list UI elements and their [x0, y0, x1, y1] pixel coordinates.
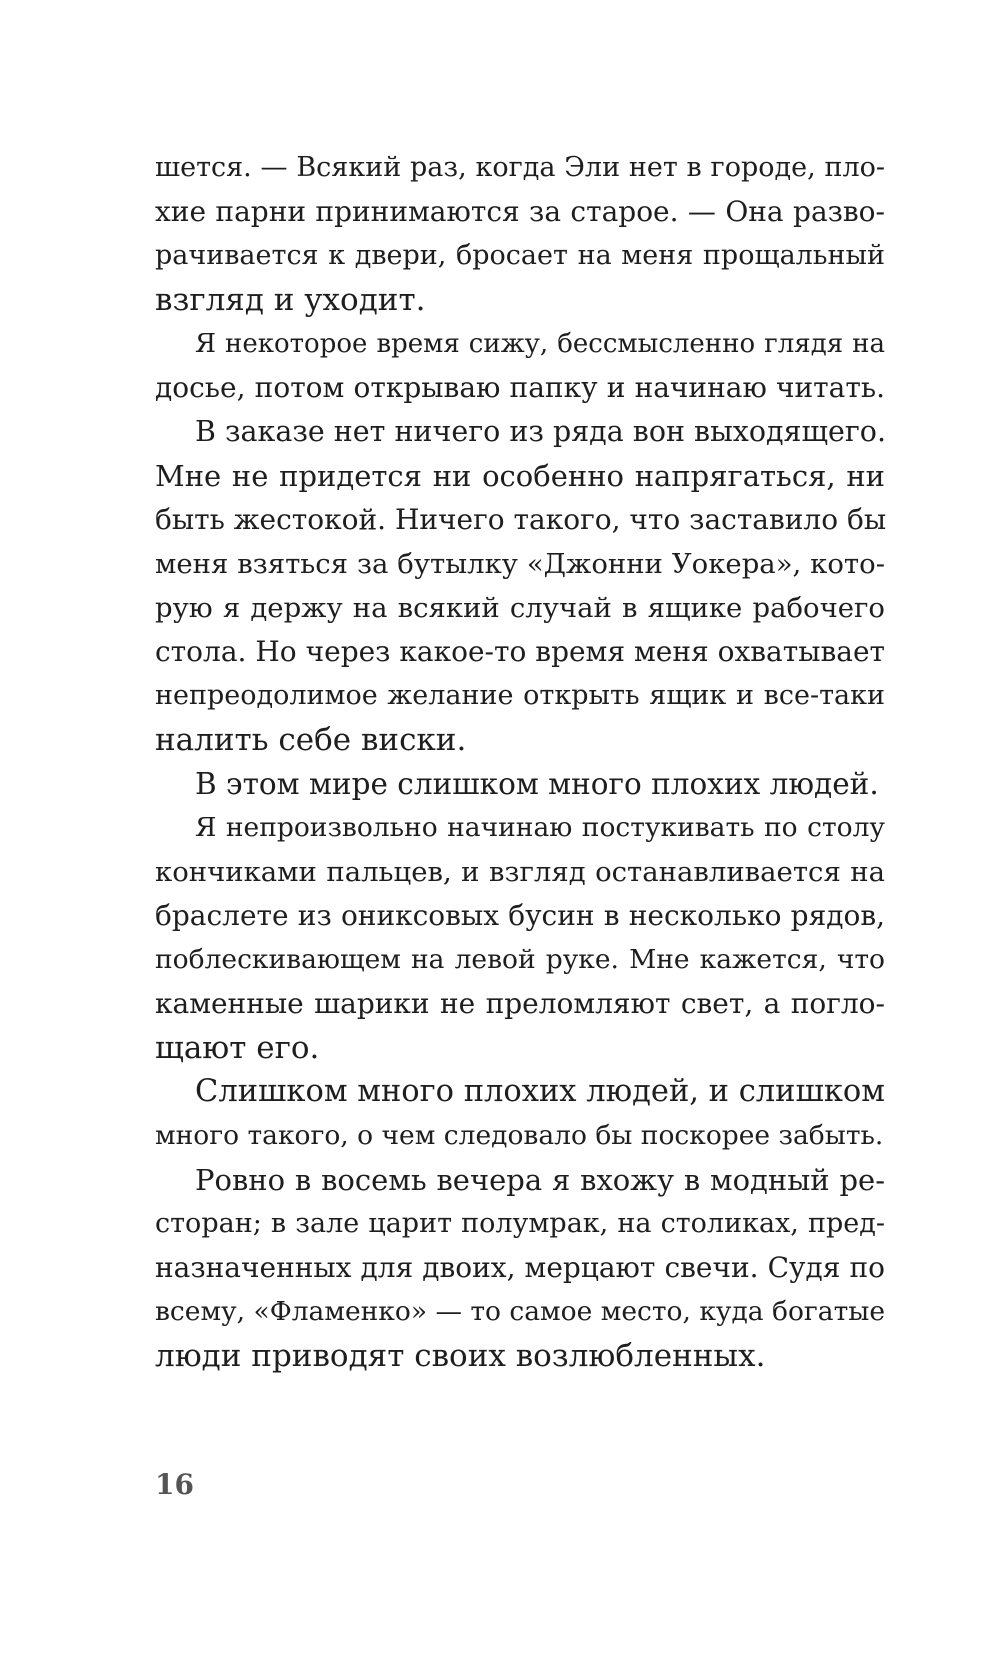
page-number: 16: [155, 1468, 194, 1501]
text-line: Я некоторое время сижу, бессмысленно глядя на: [195, 329, 885, 359]
text-line: Ровно в восемь вечера я вхожу в модный ре-: [195, 1163, 885, 1197]
text-line: поблескивающем на левой руке. Мне кажется, что: [155, 944, 885, 975]
text-line: рачивается к двери, бросает на меня прощальный: [155, 240, 885, 271]
text-line: непреодолимое желание открыть ящик и все-таки: [155, 680, 885, 711]
text-line: быть жестокой. Ничего такого, что заставило бы: [155, 503, 887, 536]
text-line: В заказе нет ничего из ряда вон выходящего.: [195, 415, 887, 448]
text-line: стола. Но через какое-то время меня охватывает: [155, 635, 885, 668]
text-line: всему, «Фламенко» — то самое место, куда богатые: [155, 1296, 886, 1327]
text-line: В этом мире слишком много плохих людей.: [195, 767, 879, 801]
text-line: Мне не придется ни особенно напрягаться, ни: [155, 459, 885, 493]
text-line: сторан; в зале царит полумрак, на столиках, пред-: [155, 1208, 885, 1239]
text-line: шется. — Всякий раз, когда Эли нет в городе, пло-: [155, 152, 885, 183]
text-line: кончиками пальцев, и взгляд останавливается на: [155, 856, 885, 888]
text-line: каменные шарики не преломляют свет, а погло-: [155, 987, 885, 1020]
text-line: налить себе виски.: [155, 722, 467, 758]
text-line: браслете из ониксовых бусин в несколько рядов,: [155, 899, 885, 932]
text-line: хие парни принимаются за старое. — Она разво-: [155, 195, 885, 228]
text-line: рую я держу на всякий случай в ящике рабочего: [155, 592, 885, 624]
text-line: Слишком много плохих людей, и слишком: [195, 1074, 885, 1109]
text-line: назначенных для двоих, мерцают свечи. Судя по: [155, 1251, 885, 1284]
text-line: много такого, о чем следовало бы поскорее забыть.: [155, 1120, 884, 1151]
text-line: люди приводят своих возлюбленных.: [155, 1338, 766, 1374]
text-line: досье, потом открываю папку и начинаю читать.: [155, 371, 885, 404]
text-line: взгляд и уходит.: [155, 282, 426, 318]
text-line: меня взяться за бутылку «Джонни Уокера», кото-: [155, 548, 885, 580]
text-line: щают его.: [155, 1030, 320, 1066]
text-line: Я непроизвольно начинаю постукивать по столу: [195, 812, 885, 843]
